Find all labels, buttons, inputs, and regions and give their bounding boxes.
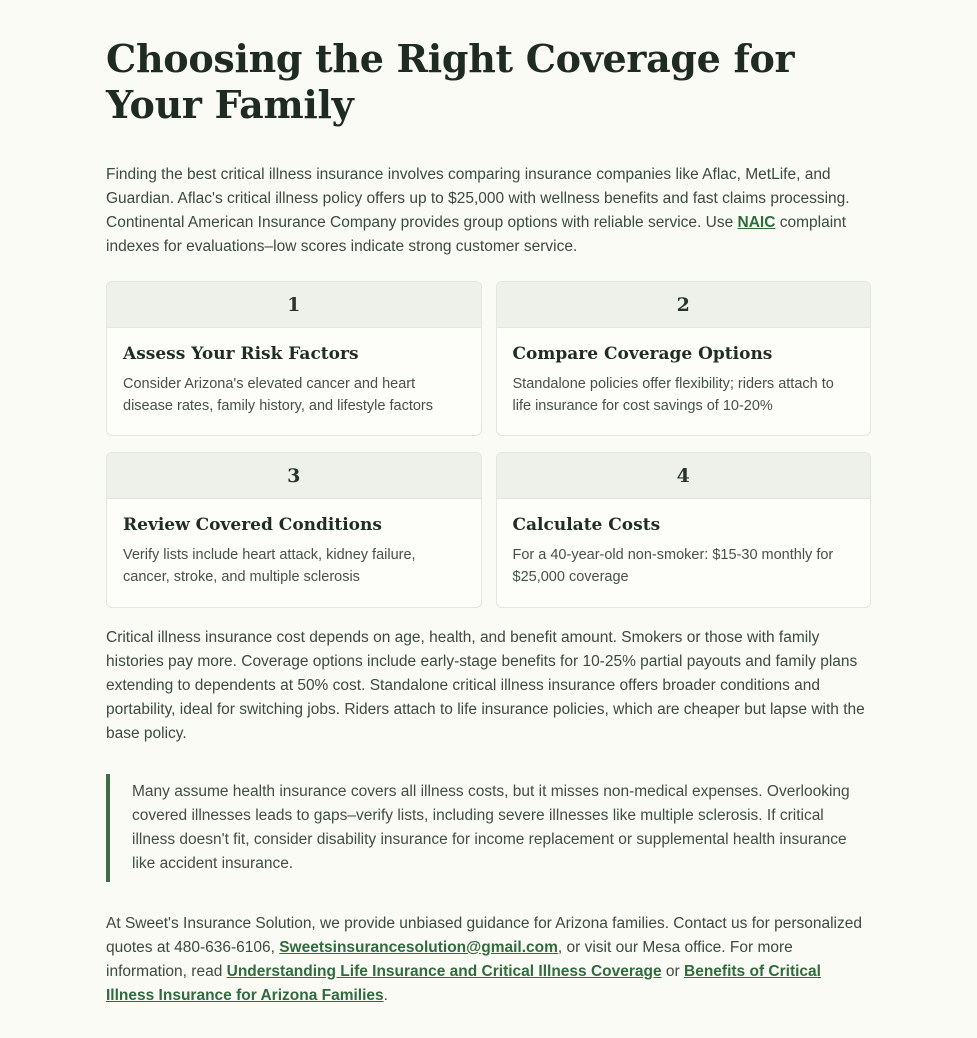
step-card-header (107, 282, 481, 328)
step-number: 4 (676, 465, 690, 488)
callout-block (106, 774, 871, 882)
closing-text-part-2: , or visit our Mesa office. For more information, read (106, 938, 793, 980)
step-card-body (107, 328, 481, 436)
step-title: Compare Coverage Options (512, 343, 773, 364)
step-description: Consider Arizona's elevated cancer and heart disease rates, family history, and lifestyle factors (123, 375, 433, 414)
step-title: Assess Your Risk Factors (123, 343, 359, 364)
step-description: For a 40-year-old non-smoker: $15-30 monthly for $25,000 coverage (512, 547, 834, 586)
intro-paragraph (106, 163, 871, 259)
intro-text-part-1: Finding the best critical illness insurance involves comparing insurance companies like Aflac, MetLife, and Guardian. Aflac's critical illness policy offers up to $25,000 with wellness benefits and fast claims processing. Continental American Insurance Company provides group options with reliable service. Use (106, 165, 850, 231)
email-link[interactable]: Sweetsinsurancesolution@gmail.com (279, 938, 558, 956)
step-card-body (497, 499, 871, 607)
step-card-header (497, 453, 871, 499)
step-card-header (497, 282, 871, 328)
closing-text-part-1: At Sweet's Insurance Solution, we provide unbiased guidance for Arizona families. Contact us for personalized quotes at 480-636-6106, (106, 914, 862, 956)
step-card-body (497, 328, 871, 436)
naic-link[interactable]: NAIC (737, 213, 776, 231)
step-card (106, 452, 482, 608)
intro-text-part-2: complaint indexes for evaluations–low scores indicate strong customer service. (106, 213, 847, 255)
closing-text-part-3: or (661, 962, 685, 980)
step-card (496, 452, 872, 608)
closing-paragraph (106, 912, 871, 1008)
step-description: Verify lists include heart attack, kidney failure, cancer, stroke, and multiple sclerosis (123, 547, 416, 586)
step-description: Standalone policies offer flexibility; riders attach to life insurance for cost savings of 10-20% (512, 375, 834, 414)
related-article-link-1[interactable]: Understanding Life Insurance and Critical Illness Coverage (226, 962, 662, 980)
step-card (496, 281, 872, 437)
step-number: 1 (287, 293, 301, 316)
related-article-link-2[interactable]: Benefits of Critical Illness Insurance for Arizona Families (106, 962, 821, 1004)
step-number: 3 (287, 465, 301, 488)
step-card (106, 281, 482, 437)
middle-paragraph: Critical illness insurance cost depends on age, health, and benefit amount. Smokers or those with family histories pay more. Coverage options include early-stage benefits for 10-25% partial payouts and family plans extending to dependents at 50% cost. Standalone critical illness insurance offers broader conditions and portability, ideal for switching jobs. Riders attach to life insurance policies, which are cheaper but lapse with the base policy. (106, 628, 865, 742)
step-card-header (107, 453, 481, 499)
closing-text-part-4: . (383, 986, 388, 1004)
step-title: Review Covered Conditions (123, 515, 382, 536)
steps-grid (106, 281, 871, 608)
step-card-body (107, 499, 481, 607)
step-title: Calculate Costs (512, 515, 661, 536)
page-title: Choosing the Right Coverage for Your Family (106, 36, 795, 128)
step-number: 2 (676, 293, 690, 316)
callout-text: Many assume health insurance covers all illness costs, but it misses non-medical expenses. Overlooking covered illnesses leads to gaps–verify lists, including severe illnesses like multiple sclerosis. If critical illness doesn't fit, consider disability insurance for income replacement or supplemental health insurance like accident insurance. (132, 782, 850, 872)
